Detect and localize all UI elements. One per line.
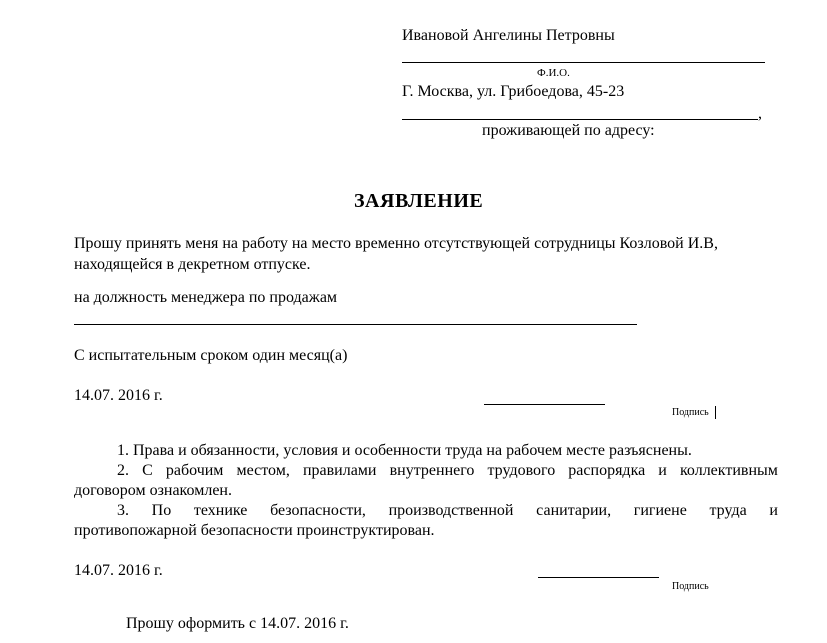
signature-line-1 [484,404,605,405]
address-caption: проживающей по адресу: [482,122,655,139]
address-underline [402,119,758,120]
ack-item-3-continuation: противопожарной безопасности проинструктирован. [74,522,435,539]
name-underline [402,62,765,63]
position-underline [74,324,637,325]
ack-3-word: производственной [388,502,514,519]
probation-text: С испытательным сроком один месяц(а) [74,347,348,364]
ack-2-word: трудового [487,462,556,479]
ack-2-word: внутреннего [389,462,475,479]
ack-2-word: местом, [236,462,290,479]
ack-2-word: коллективным [679,462,778,479]
ack-2-word: 2. [117,462,129,479]
ack-3-word: безопасности, [270,502,366,519]
date-2: 14.07. 2016 г. [74,562,163,579]
ack-3-word: 3. [117,502,129,519]
address-comma: , [758,105,762,122]
ack-item-2-continuation: договором ознакомлен. [74,482,232,499]
ack-3-word: технике [193,502,248,519]
signature-line-2 [538,577,659,578]
ack-2-word: распорядка [568,462,646,479]
applicant-name: Ивановой Ангелины Петровны [402,27,615,44]
ack-item-2 [117,461,778,480]
fio-caption: Ф.И.О. [537,67,570,79]
address-value: Г. Москва, ул. Грибоедова, 45-23 [402,83,625,100]
ack-2-word: и [658,462,667,479]
request-line-1: Прошу принять меня на работу на место временно отсутствующей сотрудницы Козловой И.В, [74,235,718,252]
date-1: 14.07. 2016 г. [74,387,163,404]
text-cursor [715,406,716,419]
ack-item-1: 1. Права и обязанности, условия и особенности труда на рабочем месте разъяснены. [117,442,692,459]
signature-caption-2: Подпись [672,581,709,592]
ack-3-word: гигиене [633,502,687,519]
signature-caption-1: Подпись [672,407,709,418]
ack-item-3 [117,501,778,520]
position-text: на должность менеджера по продажам [74,289,338,306]
ack-2-word: правилами [302,462,377,479]
ack-3-word: труда [709,502,747,519]
ack-2-word: С [142,462,153,479]
document-title: ЗАЯВЛЕНИЕ [354,190,484,212]
ack-2-word: рабочим [165,462,224,479]
ack-3-word: санитарии, [536,502,612,519]
request-line-2: находящейся в декретном отпуске. [74,256,311,273]
resolution-text: Прошу оформить с 14.07. 2016 г. [126,615,349,632]
ack-3-word: По [151,502,172,519]
ack-3-word: и [769,502,778,519]
